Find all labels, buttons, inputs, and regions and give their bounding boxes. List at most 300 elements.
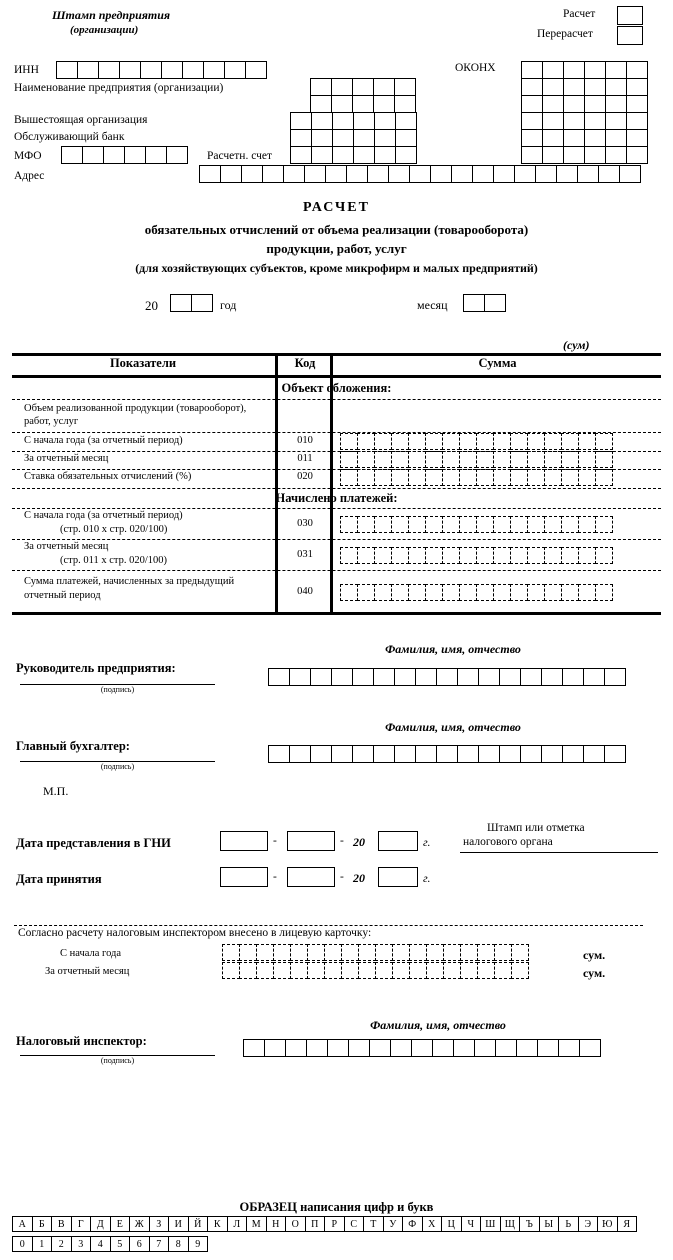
- account-field-right[interactable]: [521, 146, 648, 164]
- fio-cell[interactable]: [310, 745, 332, 763]
- sum-cell[interactable]: [256, 962, 274, 979]
- classifier-cell[interactable]: [374, 129, 396, 147]
- classifier-cell[interactable]: [373, 95, 395, 113]
- sum-cell[interactable]: [357, 547, 375, 564]
- sum-cell[interactable]: [544, 469, 562, 486]
- sum-cell[interactable]: [459, 433, 477, 450]
- sum-cell[interactable]: [459, 584, 477, 601]
- sum-cell[interactable]: [578, 584, 596, 601]
- fio-cell[interactable]: [352, 745, 374, 763]
- address-cell[interactable]: [304, 165, 326, 183]
- fio-cell[interactable]: [310, 668, 332, 686]
- account-cell[interactable]: [542, 146, 564, 164]
- sum-cell[interactable]: [460, 944, 478, 961]
- sum-cell[interactable]: [527, 469, 545, 486]
- address-cell[interactable]: [619, 165, 641, 183]
- fio-cell[interactable]: [583, 668, 605, 686]
- sum-cell[interactable]: [476, 433, 494, 450]
- sum-cell[interactable]: [425, 451, 443, 468]
- sum-field-010[interactable]: [340, 433, 613, 450]
- sum-cell[interactable]: [578, 451, 596, 468]
- address-cell[interactable]: [346, 165, 368, 183]
- classifier-cell[interactable]: [605, 129, 627, 147]
- sum-cell[interactable]: [511, 962, 529, 979]
- sum-field-011[interactable]: [340, 451, 613, 468]
- sum-cell[interactable]: [273, 962, 291, 979]
- fio-cell[interactable]: [327, 1039, 349, 1057]
- fio-cell[interactable]: [268, 745, 290, 763]
- classifier-row[interactable]: [290, 112, 417, 130]
- sum-cell[interactable]: [391, 547, 409, 564]
- sum-cell[interactable]: [391, 451, 409, 468]
- sum-cell[interactable]: [578, 469, 596, 486]
- fio-cell[interactable]: [579, 1039, 601, 1057]
- sum-cell[interactable]: [510, 584, 528, 601]
- sum-cell[interactable]: [443, 944, 461, 961]
- sum-cell[interactable]: [358, 944, 376, 961]
- sum-cell[interactable]: [391, 516, 409, 533]
- address-cell[interactable]: [451, 165, 473, 183]
- classifier-cell[interactable]: [584, 112, 606, 130]
- address-cell[interactable]: [514, 165, 536, 183]
- fio-cell[interactable]: [583, 745, 605, 763]
- inspector-fio-field[interactable]: [243, 1039, 601, 1057]
- sum-cell[interactable]: [375, 944, 393, 961]
- fio-cell[interactable]: [541, 745, 563, 763]
- sum-cell[interactable]: [595, 516, 613, 533]
- classifier-cell[interactable]: [352, 78, 374, 96]
- accept-day-field[interactable]: [220, 867, 268, 887]
- classifier-cell[interactable]: [584, 129, 606, 147]
- fio-cell[interactable]: [604, 745, 626, 763]
- submit-day-field[interactable]: [220, 831, 268, 851]
- fio-cell[interactable]: [243, 1039, 265, 1057]
- sum-cell[interactable]: [493, 547, 511, 564]
- sum-cell[interactable]: [561, 469, 579, 486]
- sum-cell[interactable]: [392, 944, 410, 961]
- sum-cell[interactable]: [357, 469, 375, 486]
- fio-cell[interactable]: [394, 745, 416, 763]
- classifier-cell[interactable]: [331, 95, 353, 113]
- address-cell[interactable]: [535, 165, 557, 183]
- sum-cell[interactable]: [408, 516, 426, 533]
- classifier-row[interactable]: [290, 129, 417, 147]
- sum-cell[interactable]: [459, 516, 477, 533]
- classifier-cell[interactable]: [542, 78, 564, 96]
- inn-cell[interactable]: [119, 61, 141, 79]
- fio-cell[interactable]: [478, 668, 500, 686]
- month-field[interactable]: [463, 294, 506, 312]
- mfo-cell[interactable]: [61, 146, 83, 164]
- classifier-cell[interactable]: [542, 95, 564, 113]
- address-cell[interactable]: [262, 165, 284, 183]
- fio-cell[interactable]: [394, 668, 416, 686]
- sum-cell[interactable]: [374, 451, 392, 468]
- sum-cell[interactable]: [494, 962, 512, 979]
- fio-cell[interactable]: [348, 1039, 370, 1057]
- sum-cell[interactable]: [239, 944, 257, 961]
- fio-cell[interactable]: [436, 745, 458, 763]
- sum-cell[interactable]: [408, 451, 426, 468]
- inn-cell[interactable]: [140, 61, 162, 79]
- fio-cell[interactable]: [373, 745, 395, 763]
- sum-cell[interactable]: [442, 433, 460, 450]
- classifier-cell[interactable]: [605, 112, 627, 130]
- mfo-cell[interactable]: [82, 146, 104, 164]
- sum-cell[interactable]: [527, 451, 545, 468]
- classifier-cell[interactable]: [626, 95, 648, 113]
- fio-cell[interactable]: [268, 668, 290, 686]
- inn-cell[interactable]: [182, 61, 204, 79]
- okonh-field[interactable]: [521, 61, 648, 79]
- fio-cell[interactable]: [541, 668, 563, 686]
- sum-cell[interactable]: [476, 584, 494, 601]
- sum-cell[interactable]: [527, 516, 545, 533]
- month-cell[interactable]: [463, 294, 485, 312]
- fio-cell[interactable]: [432, 1039, 454, 1057]
- account-cell[interactable]: [290, 146, 312, 164]
- year-cell[interactable]: [191, 294, 213, 312]
- sum-cell[interactable]: [544, 547, 562, 564]
- inn-cell[interactable]: [56, 61, 78, 79]
- sum-cell[interactable]: [425, 469, 443, 486]
- fio-cell[interactable]: [478, 745, 500, 763]
- sum-field-020[interactable]: [340, 469, 613, 486]
- address-cell[interactable]: [283, 165, 305, 183]
- sum-field-040[interactable]: [340, 584, 613, 601]
- sum-cell[interactable]: [290, 944, 308, 961]
- sum-cell[interactable]: [476, 451, 494, 468]
- okonh-cell[interactable]: [563, 61, 585, 79]
- classifier-cell[interactable]: [563, 95, 585, 113]
- classifier-cell[interactable]: [311, 112, 333, 130]
- sum-cell[interactable]: [510, 451, 528, 468]
- account-cell[interactable]: [563, 146, 585, 164]
- sum-cell[interactable]: [595, 547, 613, 564]
- classifier-row[interactable]: [521, 112, 648, 130]
- account-cell[interactable]: [584, 146, 606, 164]
- sum-cell[interactable]: [307, 962, 325, 979]
- sum-cell[interactable]: [408, 469, 426, 486]
- sum-cell[interactable]: [426, 962, 444, 979]
- sum-cell[interactable]: [222, 962, 240, 979]
- sum-cell[interactable]: [341, 962, 359, 979]
- address-cell[interactable]: [220, 165, 242, 183]
- mfo-cell[interactable]: [145, 146, 167, 164]
- okonh-cell[interactable]: [584, 61, 606, 79]
- classifier-cell[interactable]: [605, 95, 627, 113]
- address-cell[interactable]: [598, 165, 620, 183]
- fio-cell[interactable]: [264, 1039, 286, 1057]
- sum-cell[interactable]: [391, 584, 409, 601]
- sum-cell[interactable]: [340, 433, 358, 450]
- fio-cell[interactable]: [369, 1039, 391, 1057]
- inn-cell[interactable]: [224, 61, 246, 79]
- sum-cell[interactable]: [510, 469, 528, 486]
- address-cell[interactable]: [325, 165, 347, 183]
- fio-cell[interactable]: [499, 745, 521, 763]
- classifier-cell[interactable]: [310, 78, 332, 96]
- sum-cell[interactable]: [544, 451, 562, 468]
- okonh-cell[interactable]: [626, 61, 648, 79]
- director-fio-field[interactable]: [268, 668, 626, 686]
- sum-cell[interactable]: [527, 547, 545, 564]
- sum-cell[interactable]: [273, 944, 291, 961]
- sum-cell[interactable]: [408, 584, 426, 601]
- sum-cell[interactable]: [324, 962, 342, 979]
- inn-cell[interactable]: [161, 61, 183, 79]
- sum-cell[interactable]: [493, 451, 511, 468]
- classifier-cell[interactable]: [521, 129, 543, 147]
- address-cell[interactable]: [409, 165, 431, 183]
- sum-cell[interactable]: [544, 516, 562, 533]
- fio-cell[interactable]: [331, 668, 353, 686]
- recalc-checkbox[interactable]: [617, 26, 643, 45]
- sum-cell[interactable]: [374, 516, 392, 533]
- fio-cell[interactable]: [562, 745, 584, 763]
- fio-cell[interactable]: [457, 668, 479, 686]
- okonh-cell[interactable]: [542, 61, 564, 79]
- sum-cell[interactable]: [493, 516, 511, 533]
- mfo-cell[interactable]: [124, 146, 146, 164]
- account-cell[interactable]: [605, 146, 627, 164]
- classifier-cell[interactable]: [542, 112, 564, 130]
- classifier-cell[interactable]: [563, 112, 585, 130]
- address-cell[interactable]: [472, 165, 494, 183]
- classifier-cell[interactable]: [605, 78, 627, 96]
- sum-cell[interactable]: [459, 547, 477, 564]
- account-cell[interactable]: [521, 146, 543, 164]
- sum-cell[interactable]: [561, 584, 579, 601]
- classifier-cell[interactable]: [626, 78, 648, 96]
- sum-cell[interactable]: [595, 451, 613, 468]
- sum-cell[interactable]: [239, 962, 257, 979]
- classifier-cell[interactable]: [395, 112, 417, 130]
- fio-cell[interactable]: [457, 745, 479, 763]
- account-cell[interactable]: [311, 146, 333, 164]
- sum-cell[interactable]: [357, 451, 375, 468]
- sum-cell[interactable]: [374, 469, 392, 486]
- sum-cell[interactable]: [408, 547, 426, 564]
- classifier-cell[interactable]: [332, 129, 354, 147]
- fio-cell[interactable]: [453, 1039, 475, 1057]
- sum-cell[interactable]: [476, 469, 494, 486]
- accept-month-field[interactable]: [287, 867, 335, 887]
- sum-cell[interactable]: [578, 516, 596, 533]
- fio-cell[interactable]: [306, 1039, 328, 1057]
- sum-cell[interactable]: [340, 469, 358, 486]
- sum-cell[interactable]: [374, 433, 392, 450]
- fio-cell[interactable]: [415, 745, 437, 763]
- classifier-cell[interactable]: [311, 129, 333, 147]
- classifier-cell[interactable]: [626, 112, 648, 130]
- fio-cell[interactable]: [520, 745, 542, 763]
- classifier-cell[interactable]: [373, 78, 395, 96]
- sum-cell[interactable]: [595, 469, 613, 486]
- sum-cell[interactable]: [544, 433, 562, 450]
- fio-cell[interactable]: [562, 668, 584, 686]
- sum-cell[interactable]: [493, 469, 511, 486]
- classifier-cell[interactable]: [521, 95, 543, 113]
- fio-cell[interactable]: [558, 1039, 580, 1057]
- fio-cell[interactable]: [411, 1039, 433, 1057]
- sum-cell[interactable]: [391, 469, 409, 486]
- address-field[interactable]: [199, 165, 641, 183]
- classifier-cell[interactable]: [521, 78, 543, 96]
- sum-cell[interactable]: [307, 944, 325, 961]
- classifier-cell[interactable]: [584, 95, 606, 113]
- sum-cell[interactable]: [595, 584, 613, 601]
- sum-cell[interactable]: [324, 944, 342, 961]
- sum-cell[interactable]: [544, 584, 562, 601]
- address-cell[interactable]: [367, 165, 389, 183]
- inspector-sum-month-field[interactable]: [222, 962, 529, 979]
- sum-cell[interactable]: [408, 433, 426, 450]
- classifier-cell[interactable]: [352, 95, 374, 113]
- account-cell[interactable]: [626, 146, 648, 164]
- sum-cell[interactable]: [493, 584, 511, 601]
- calc-checkbox[interactable]: [617, 6, 643, 25]
- classifier-cell[interactable]: [394, 95, 416, 113]
- account-cell[interactable]: [353, 146, 375, 164]
- sum-cell[interactable]: [375, 962, 393, 979]
- classifier-cell[interactable]: [563, 129, 585, 147]
- submit-month-field[interactable]: [287, 831, 335, 851]
- address-cell[interactable]: [493, 165, 515, 183]
- year-cell[interactable]: [170, 294, 192, 312]
- classifier-cell[interactable]: [353, 112, 375, 130]
- sum-cell[interactable]: [527, 433, 545, 450]
- mfo-cell[interactable]: [103, 146, 125, 164]
- fio-cell[interactable]: [373, 668, 395, 686]
- sum-cell[interactable]: [578, 433, 596, 450]
- month-cell[interactable]: [484, 294, 506, 312]
- sum-cell[interactable]: [459, 469, 477, 486]
- sum-cell[interactable]: [561, 547, 579, 564]
- sum-cell[interactable]: [443, 962, 461, 979]
- inn-cell[interactable]: [203, 61, 225, 79]
- sum-cell[interactable]: [561, 451, 579, 468]
- sum-cell[interactable]: [340, 584, 358, 601]
- mfo-field[interactable]: [61, 146, 188, 164]
- fio-cell[interactable]: [474, 1039, 496, 1057]
- fio-cell[interactable]: [285, 1039, 307, 1057]
- fio-cell[interactable]: [604, 668, 626, 686]
- account-cell[interactable]: [374, 146, 396, 164]
- sum-cell[interactable]: [476, 547, 494, 564]
- classifier-cell[interactable]: [542, 129, 564, 147]
- classifier-cell[interactable]: [353, 129, 375, 147]
- accountant-fio-field[interactable]: [268, 745, 626, 763]
- sum-cell[interactable]: [426, 944, 444, 961]
- account-cell[interactable]: [395, 146, 417, 164]
- sum-cell[interactable]: [442, 584, 460, 601]
- inn-cell[interactable]: [77, 61, 99, 79]
- sum-cell[interactable]: [358, 962, 376, 979]
- classifier-row[interactable]: [521, 95, 648, 113]
- sum-cell[interactable]: [442, 469, 460, 486]
- sum-cell[interactable]: [510, 547, 528, 564]
- sum-cell[interactable]: [527, 584, 545, 601]
- inn-cell[interactable]: [98, 61, 120, 79]
- inn-cell[interactable]: [245, 61, 267, 79]
- account-field[interactable]: [290, 146, 417, 164]
- address-cell[interactable]: [430, 165, 452, 183]
- sum-cell[interactable]: [409, 962, 427, 979]
- sum-cell[interactable]: [494, 944, 512, 961]
- classifier-row[interactable]: [521, 78, 648, 96]
- classifier-cell[interactable]: [584, 78, 606, 96]
- sum-cell[interactable]: [460, 962, 478, 979]
- sum-cell[interactable]: [425, 516, 443, 533]
- fio-cell[interactable]: [352, 668, 374, 686]
- sum-cell[interactable]: [392, 962, 410, 979]
- address-cell[interactable]: [388, 165, 410, 183]
- fio-cell[interactable]: [415, 668, 437, 686]
- fio-cell[interactable]: [516, 1039, 538, 1057]
- sum-cell[interactable]: [425, 584, 443, 601]
- sum-cell[interactable]: [442, 547, 460, 564]
- sum-cell[interactable]: [595, 433, 613, 450]
- okonh-cell[interactable]: [605, 61, 627, 79]
- sum-cell[interactable]: [561, 516, 579, 533]
- sum-cell[interactable]: [341, 944, 359, 961]
- sum-cell[interactable]: [357, 584, 375, 601]
- sum-cell[interactable]: [425, 547, 443, 564]
- classifier-cell[interactable]: [394, 78, 416, 96]
- classifier-cell[interactable]: [374, 112, 396, 130]
- classifier-cell[interactable]: [395, 129, 417, 147]
- sum-cell[interactable]: [459, 451, 477, 468]
- sum-cell[interactable]: [391, 433, 409, 450]
- sum-cell[interactable]: [511, 944, 529, 961]
- fio-cell[interactable]: [499, 668, 521, 686]
- classifier-cell[interactable]: [332, 112, 354, 130]
- sum-field-031[interactable]: [340, 547, 613, 564]
- accept-year-field[interactable]: [378, 867, 418, 887]
- classifier-cell[interactable]: [310, 95, 332, 113]
- submit-year-field[interactable]: [378, 831, 418, 851]
- classifier-cell[interactable]: [563, 78, 585, 96]
- classifier-cell[interactable]: [290, 129, 312, 147]
- classifier-cell[interactable]: [626, 129, 648, 147]
- sum-cell[interactable]: [442, 451, 460, 468]
- sum-cell[interactable]: [340, 547, 358, 564]
- classifier-row[interactable]: [310, 95, 416, 113]
- address-cell[interactable]: [577, 165, 599, 183]
- sum-cell[interactable]: [510, 516, 528, 533]
- mfo-cell[interactable]: [166, 146, 188, 164]
- address-cell[interactable]: [199, 165, 221, 183]
- address-cell[interactable]: [556, 165, 578, 183]
- classifier-row[interactable]: [521, 129, 648, 147]
- sum-cell[interactable]: [357, 516, 375, 533]
- okonh-cell[interactable]: [521, 61, 543, 79]
- sum-cell[interactable]: [222, 944, 240, 961]
- sum-cell[interactable]: [425, 433, 443, 450]
- classifier-cell[interactable]: [290, 112, 312, 130]
- sum-cell[interactable]: [477, 962, 495, 979]
- sum-cell[interactable]: [477, 944, 495, 961]
- sum-cell[interactable]: [290, 962, 308, 979]
- sum-cell[interactable]: [409, 944, 427, 961]
- sum-cell[interactable]: [493, 433, 511, 450]
- sum-cell[interactable]: [561, 433, 579, 450]
- fio-cell[interactable]: [289, 668, 311, 686]
- account-cell[interactable]: [332, 146, 354, 164]
- classifier-cell[interactable]: [521, 112, 543, 130]
- address-cell[interactable]: [241, 165, 263, 183]
